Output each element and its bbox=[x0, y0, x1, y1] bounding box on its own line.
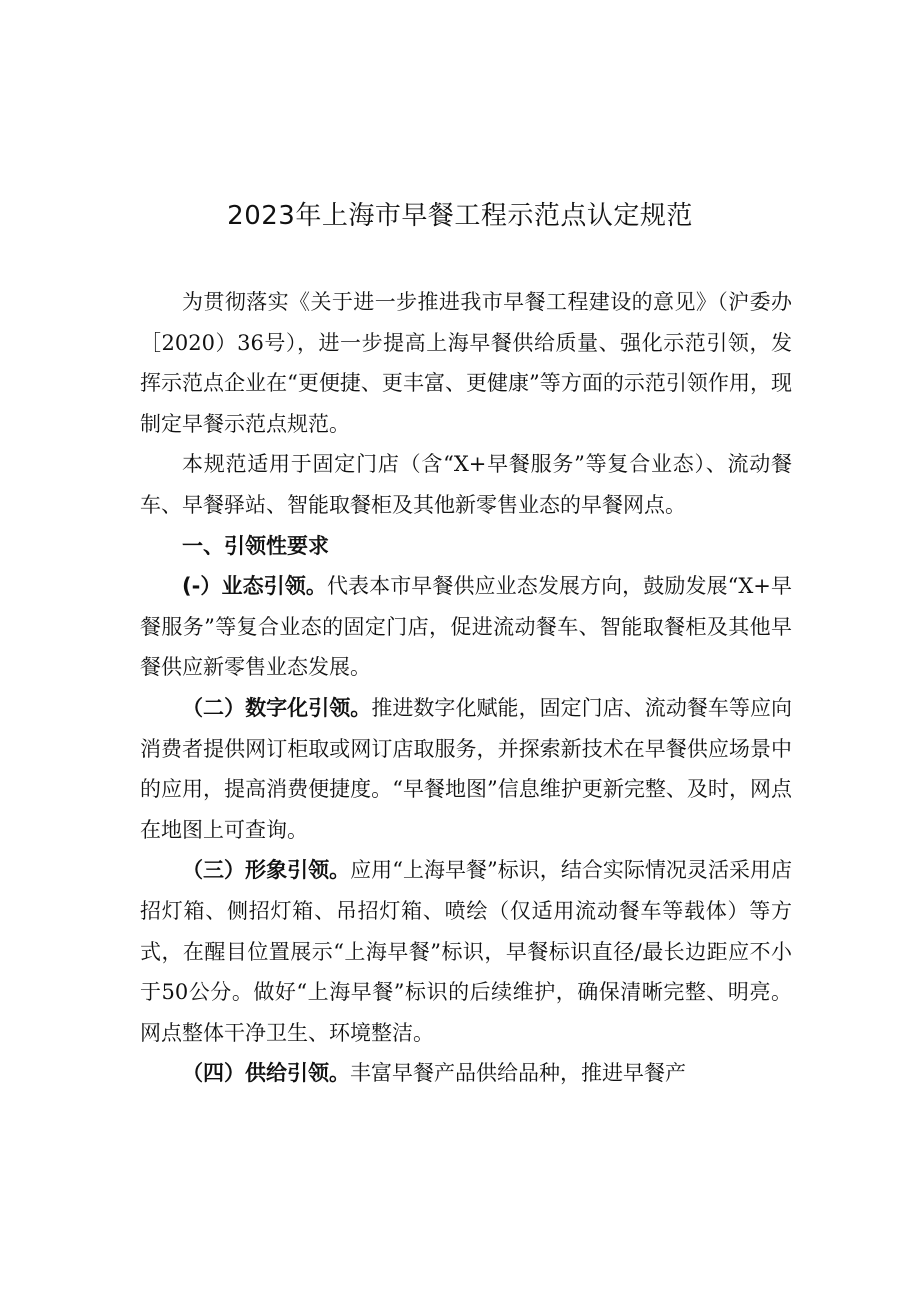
item-lead: （三）形象引领。 bbox=[182, 858, 351, 883]
item-paragraph-format-leadership bbox=[140, 566, 792, 688]
item-text: 丰富早餐产品供给品种，推进早餐产 bbox=[350, 1061, 686, 1086]
item-text: 代表本市早餐供应业态发展方向，鼓励发展“X+早餐服务”等复合业态的固定门店，促进流动餐车、智能取餐柜及其他早餐供应新零售业态发展。 bbox=[140, 574, 792, 680]
item-text: 应用“上海早餐”标识，结合实际情况灵活采用店招灯箱、侧招灯箱、吊招灯箱、喷绘（仅适用流动餐车等载体）等方式，在醒目位置展示“上海早餐”标识，早餐标识直径/最长边距应不小于50公分。做好“上海早餐”标识的后续维护，确保清晰完整、明亮。网点整体干净卫生、环境整洁。 bbox=[140, 858, 792, 1045]
intro-paragraph-purpose: 为贯彻落实《关于进一步推进我市早餐工程建设的意见》（沪委办［2020）36号），进一步提高上海早餐供给质量、强化示范引领，发挥示范点企业在“更便捷、更丰富、更健康”等方面的示范引领作用，现制定早餐示范点规范。 bbox=[140, 290, 792, 436]
item-lead: （四）供给引领。 bbox=[182, 1061, 350, 1086]
item-text: 推进数字化赋能，固定门店、流动餐车等应向消费者提供网订柜取或网订店取服务，并探索新技术在早餐供应场景中的应用，提高消费便捷度。“早餐地图”信息维护更新完整、及时，网点在地图上可查询。 bbox=[140, 695, 793, 842]
intro-paragraph-scope: 本规范适用于固定门店（含“X+早餐服务”等复合业态）、流动餐车、早餐驿站、智能取餐柜及其他新零售业态的早餐网点。 bbox=[140, 452, 792, 517]
item-lead: （二）数字化引领。 bbox=[182, 695, 372, 720]
document-title: 2023年上海市早餐工程示范点认定规范 bbox=[227, 201, 693, 231]
item-lead: (-）业态引领。 bbox=[182, 574, 327, 599]
item-paragraph-digital-leadership bbox=[140, 688, 792, 850]
section-heading-leading-requirements: 一、引领性要求 bbox=[182, 533, 329, 558]
item-paragraph-image-leadership bbox=[140, 850, 792, 1053]
document-body bbox=[140, 282, 792, 1094]
item-paragraph-supply-leadership bbox=[140, 1053, 792, 1094]
